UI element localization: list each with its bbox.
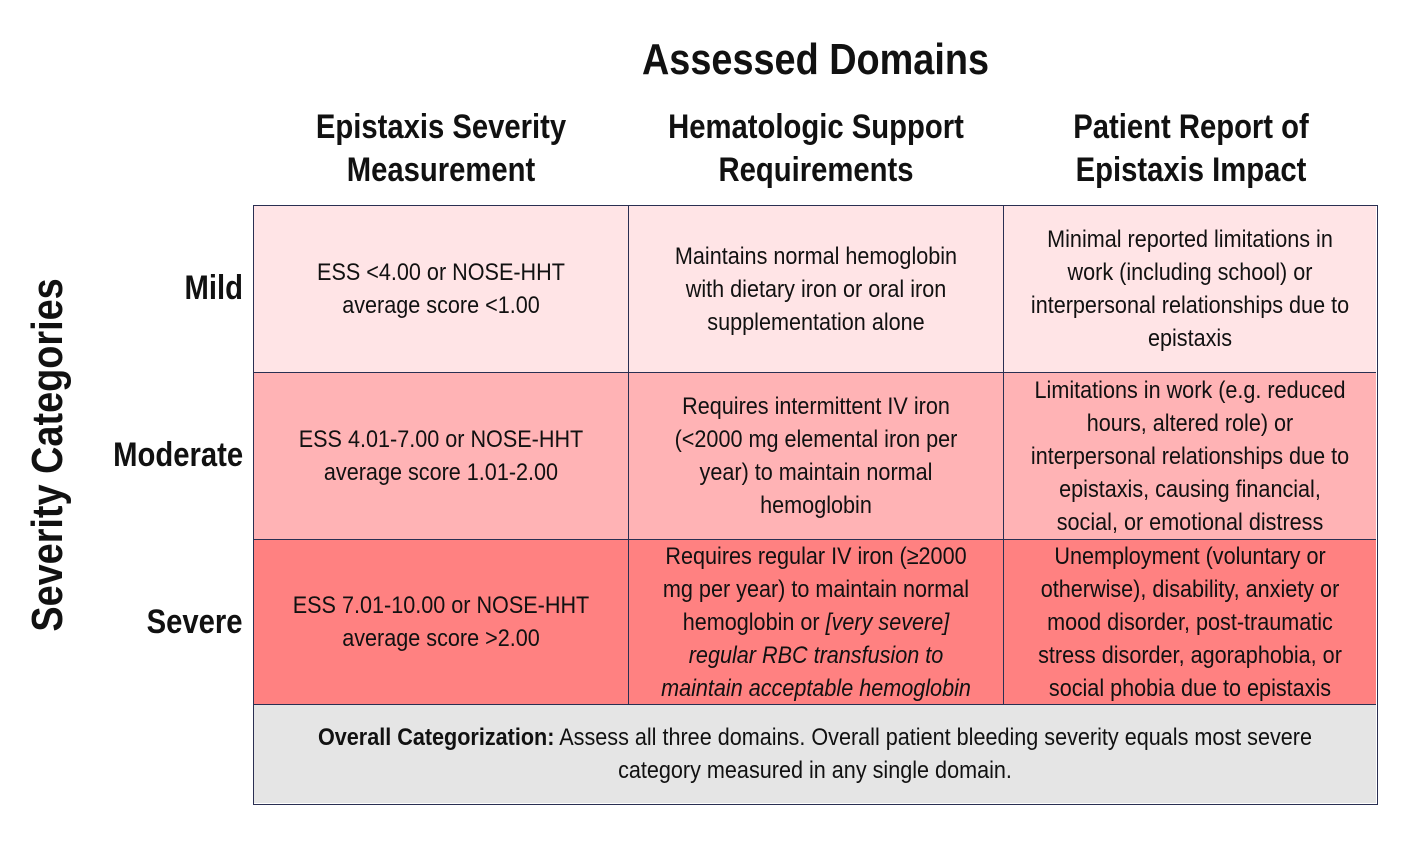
cell-text: ESS <4.00 or NOSE-HHT average score <1.00	[317, 259, 565, 319]
overall-text-group	[311, 721, 1319, 787]
row-label-moderate	[60, 372, 243, 539]
overall-label: Overall Categorization:	[317, 724, 555, 751]
cell-text: Minimal reported limitations in work (including school) or interpersonal relationships due to epistaxis	[1030, 226, 1350, 352]
cell-text-italic: [very severe] regular RBC transfusion to maintain acceptable hemoglobin	[661, 608, 971, 702]
cell-text: ESS 7.01-10.00 or NOSE-HHT average score >2.00	[292, 592, 590, 652]
row-label-mild	[60, 205, 243, 372]
row-label-text: Moderate	[113, 436, 243, 474]
cell-text: Requires regular IV iron (≥2000 mg per year) to maintain normal hemoglobin or	[662, 542, 970, 636]
overall-categorization	[254, 705, 1376, 803]
cell-moderate-epistaxis-severity	[254, 373, 629, 540]
cell-text: Limitations in work (e.g. reduced hours, altered role) or interpersonal relationships due to epistaxis, causing financial, social, or emotional distress	[1030, 376, 1350, 536]
cell-mild-hematologic-support	[629, 206, 1004, 373]
column-header-label: Hematologic Support Requirements	[667, 108, 964, 189]
severity-grid	[253, 205, 1378, 805]
cell-mild-epistaxis-severity	[254, 206, 629, 373]
side-title-label: Severity Categories	[23, 278, 72, 632]
column-header-epistaxis-severity	[253, 104, 628, 194]
cell-moderate-hematologic-support	[629, 373, 1004, 540]
cell-moderate-patient-report	[1004, 373, 1376, 540]
column-header-label: Patient Report of Epistaxis Impact	[1072, 108, 1309, 189]
cell-mild-patient-report	[1004, 206, 1376, 373]
column-header-hematologic-support	[628, 104, 1003, 194]
cell-text-group	[653, 540, 979, 705]
cell-severe-epistaxis-severity	[254, 540, 629, 705]
cell-severe-hematologic-support	[629, 540, 1004, 705]
overall-text: Assess all three domains. Overall patient bleeding severity equals most severe category measured in any single domain.	[559, 724, 1313, 784]
column-header-label: Epistaxis Severity Measurement	[315, 108, 566, 189]
diagram-title: Assessed Domains	[641, 35, 990, 84]
cell-text: Unemployment (voluntary or otherwise), disability, anxiety or mood disorder, post-traumatic stress disorder, agoraphobia, or social phobia due to epistaxis	[1038, 542, 1342, 702]
row-label-text: Mild	[184, 269, 243, 307]
cell-severe-patient-report	[1004, 540, 1376, 705]
row-label-text: Severe	[147, 603, 243, 641]
cell-text: Requires intermittent IV iron (<2000 mg elemental iron per year) to maintain normal hemoglobin	[674, 393, 958, 519]
row-label-severe	[60, 539, 243, 706]
cell-text: ESS 4.01-7.00 or NOSE-HHT average score 1.01-2.00	[298, 426, 584, 486]
cell-text: Maintains normal hemoglobin with dietary iron or oral iron supplementation alone	[674, 242, 958, 336]
column-header-patient-report	[1003, 104, 1378, 194]
